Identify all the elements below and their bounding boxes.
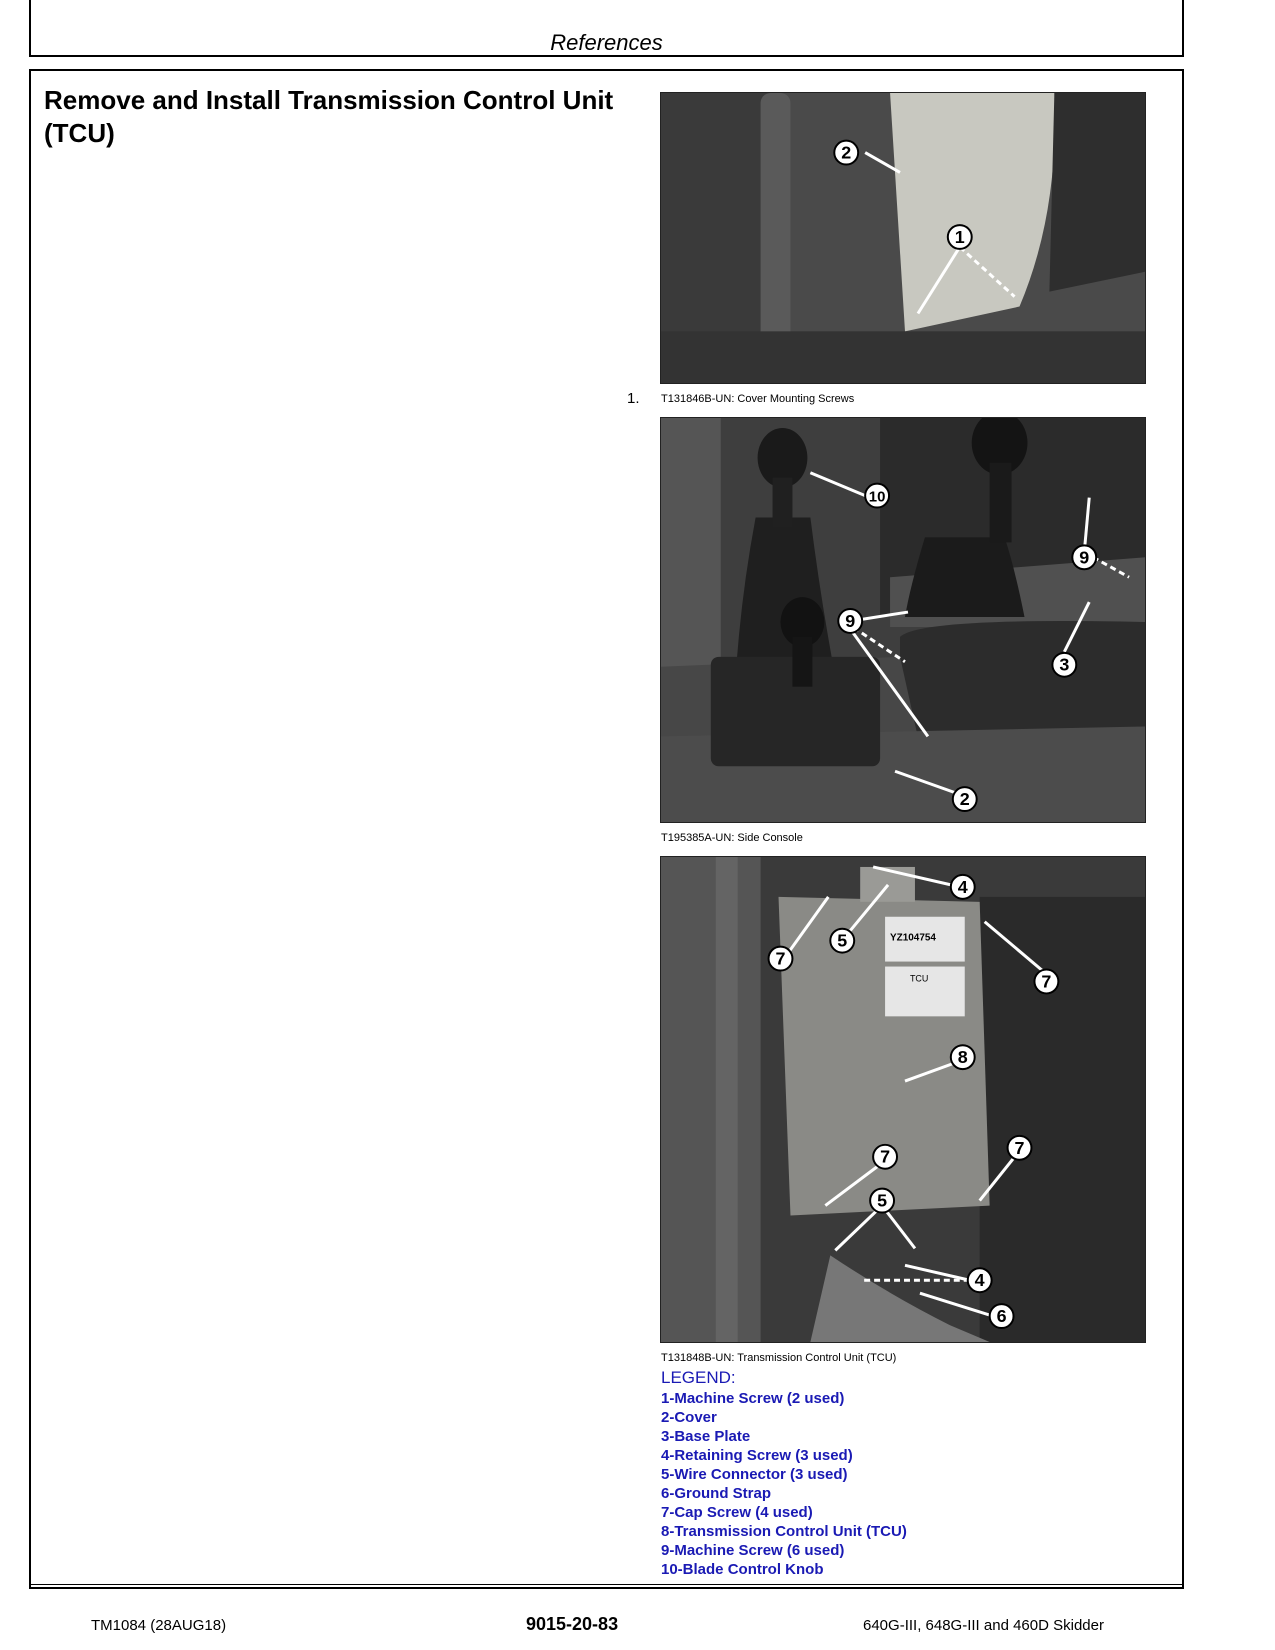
callout-number: 5 bbox=[837, 930, 848, 951]
legend-heading: LEGEND: bbox=[661, 1368, 736, 1387]
callout-number: 7 bbox=[1014, 1137, 1025, 1158]
photo-cover-mounting-screws bbox=[660, 92, 1146, 384]
callout-3-badge bbox=[1052, 653, 1076, 677]
footer-page-number: 9015-20-83 bbox=[526, 1614, 619, 1634]
callout-number: 7 bbox=[775, 948, 786, 969]
footer-machine-models: 640G-III, 648G-III and 460D Skidder bbox=[863, 1617, 1104, 1634]
callout-9-left-badge bbox=[838, 609, 862, 633]
callout-8-badge bbox=[951, 1045, 975, 1069]
callout-number: 1 bbox=[954, 226, 965, 247]
tcu-label: TCU bbox=[909, 973, 929, 984]
callout-7-bottom-right-badge bbox=[1008, 1136, 1032, 1160]
section-title: Remove and Install Transmission Control Unit (TCU) bbox=[44, 85, 614, 148]
callout-number: 7 bbox=[1041, 971, 1052, 992]
callout-6-badge bbox=[990, 1304, 1014, 1328]
callout-number: 2 bbox=[959, 789, 970, 810]
photo-transmission-control-unit bbox=[660, 856, 1146, 1343]
legend-list bbox=[661, 1389, 907, 1579]
legend-item: 3-Base Plate bbox=[661, 1428, 751, 1445]
legend bbox=[661, 1368, 907, 1579]
figure-caption: T195385A-UN: Side Console bbox=[661, 832, 803, 844]
callout-5-top-badge bbox=[830, 929, 854, 953]
callout-2-badge bbox=[834, 141, 858, 165]
figure-caption: T131848B-UN: Transmission Control Unit (TCU) bbox=[661, 1352, 897, 1364]
callout-7-top-left-badge bbox=[769, 947, 793, 971]
footer-manual-id: TM1084 (28AUG18) bbox=[91, 1617, 227, 1634]
callout-7-bottom-left-badge bbox=[873, 1145, 897, 1169]
legend-item: 2-Cover bbox=[661, 1409, 717, 1426]
callout-4-top-badge bbox=[951, 875, 975, 899]
callout-2-badge bbox=[953, 787, 977, 811]
callout-number: 3 bbox=[1059, 654, 1070, 675]
callout-1-badge bbox=[948, 225, 972, 249]
callout-9-right-badge bbox=[1072, 545, 1096, 569]
callout-number: 5 bbox=[877, 1190, 888, 1211]
callout-number: 9 bbox=[845, 610, 856, 631]
callout-7-top-right-badge bbox=[1034, 970, 1058, 994]
part-number-label: YZ104754 bbox=[890, 932, 936, 944]
legend-item: 8-Transmission Control Unit (TCU) bbox=[661, 1523, 907, 1540]
legend-item: 7-Cap Screw (4 used) bbox=[661, 1504, 813, 1521]
legend-item: 4-Retaining Screw (3 used) bbox=[661, 1447, 853, 1464]
legend-item: 9-Machine Screw (6 used) bbox=[661, 1542, 845, 1559]
callout-5-bottom-badge bbox=[870, 1189, 894, 1213]
legend-item: 6-Ground Strap bbox=[661, 1485, 772, 1502]
callout-number: 10 bbox=[868, 488, 886, 506]
callout-number: 4 bbox=[974, 1270, 985, 1291]
figure-caption: T131846B-UN: Cover Mounting Screws bbox=[661, 393, 855, 405]
page-header bbox=[29, 0, 1184, 57]
callout-number: 4 bbox=[957, 876, 968, 897]
callout-10-badge bbox=[865, 484, 889, 508]
photo-side-console bbox=[660, 417, 1146, 823]
callout-number: 9 bbox=[1079, 547, 1090, 568]
step-number: 1. bbox=[627, 390, 640, 407]
legend-item: 10-Blade Control Knob bbox=[661, 1561, 824, 1578]
callout-number: 8 bbox=[957, 1047, 968, 1068]
callout-number: 6 bbox=[996, 1306, 1007, 1327]
callout-number: 2 bbox=[841, 142, 852, 163]
callout-4-bottom-badge bbox=[968, 1268, 992, 1292]
legend-item: 5-Wire Connector (3 used) bbox=[661, 1466, 848, 1483]
callout-number: 7 bbox=[880, 1146, 891, 1167]
legend-item: 1-Machine Screw (2 used) bbox=[661, 1390, 845, 1407]
header-title: References bbox=[550, 30, 663, 55]
